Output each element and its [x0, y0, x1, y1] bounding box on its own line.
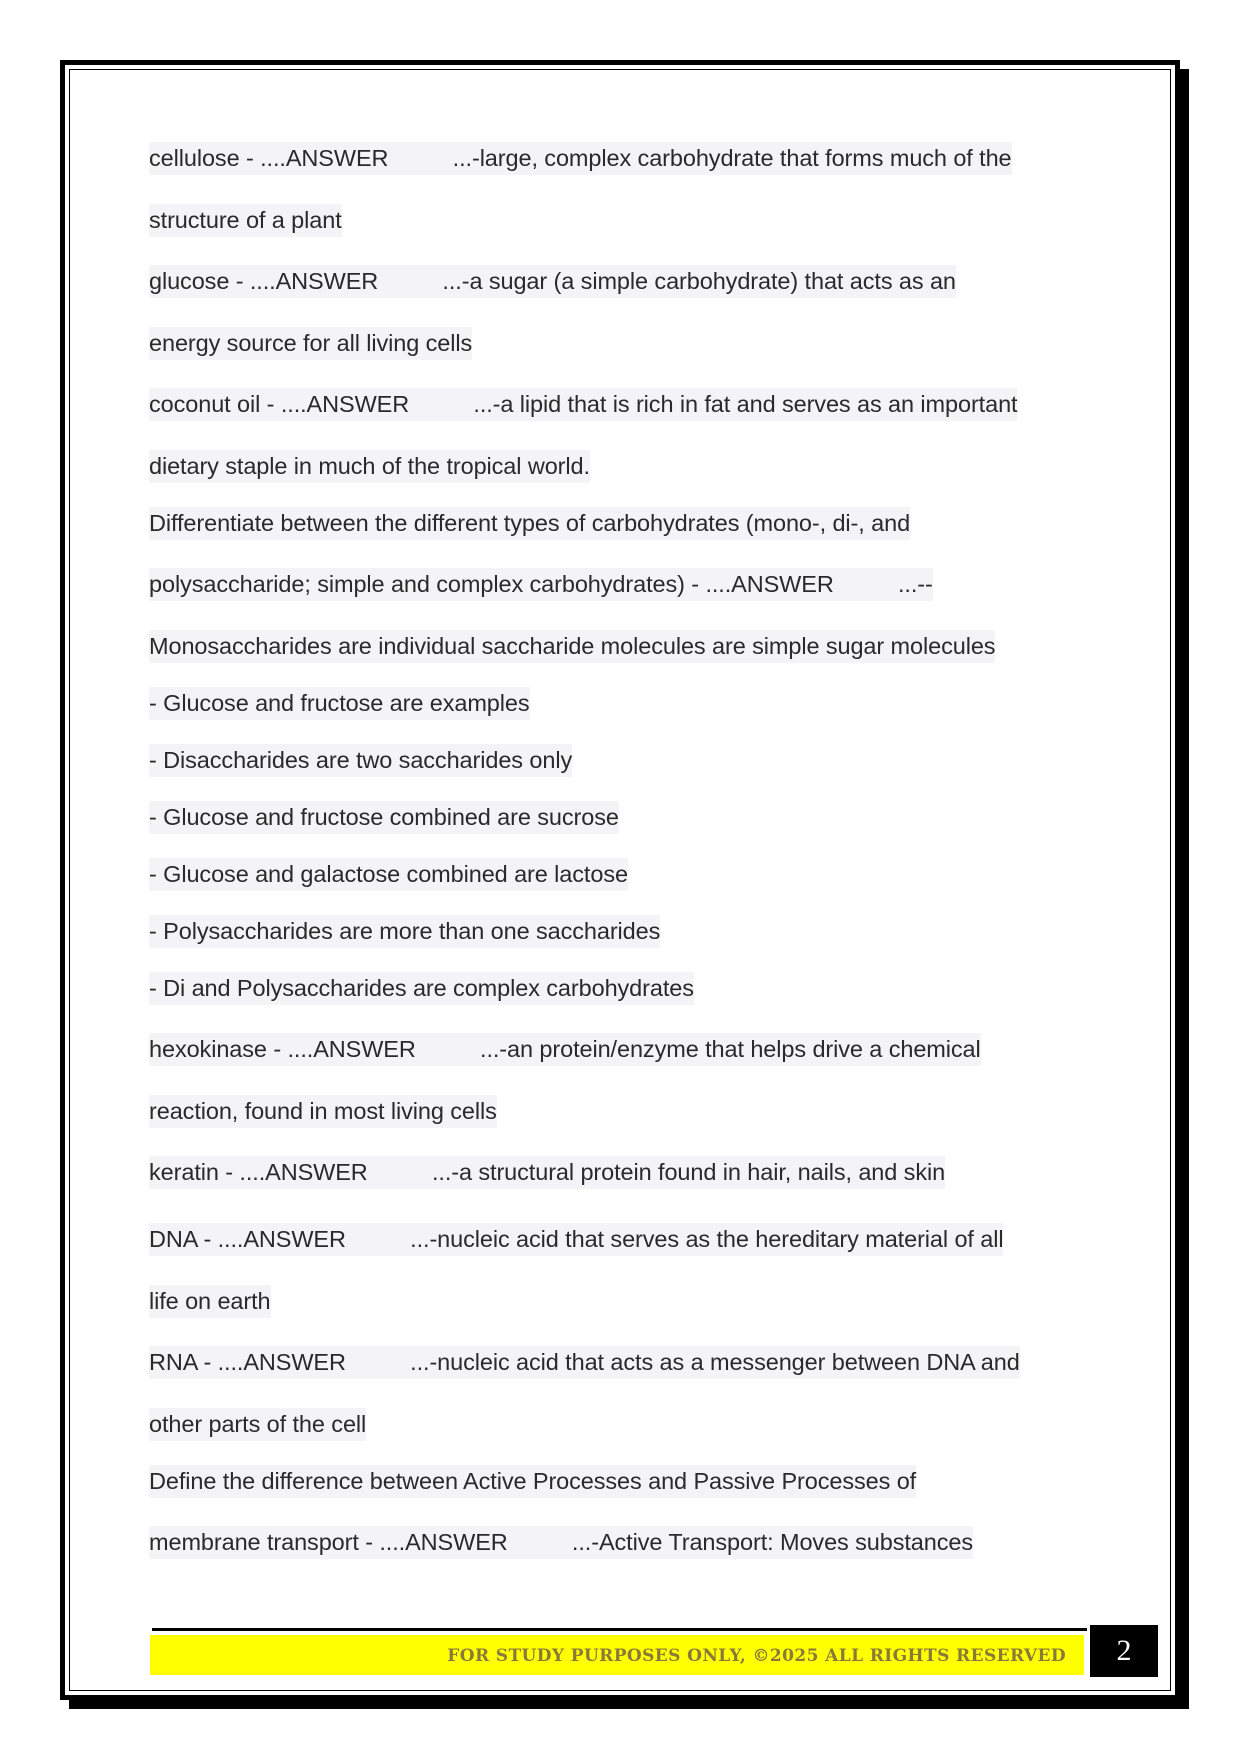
page-number: 2 — [1090, 1625, 1158, 1677]
text-line: cellulose - ....ANSWER ...-large, complex carbohydrate that forms much of the — [149, 145, 1012, 172]
text-line: - Glucose and fructose are examples — [149, 690, 530, 717]
text-line: other parts of the cell — [149, 1411, 366, 1438]
text-line: - Glucose and fructose combined are sucrose — [149, 804, 619, 831]
text-line: life on earth — [149, 1288, 271, 1315]
text-line: RNA - ....ANSWER ...-nucleic acid that acts as a messenger between DNA and — [149, 1349, 1020, 1376]
text-line: glucose - ....ANSWER ...-a sugar (a simple carbohydrate) that acts as an — [149, 268, 956, 295]
text-line: Monosaccharides are individual saccharide molecules are simple sugar molecules — [149, 633, 995, 660]
text-line: DNA - ....ANSWER ...-nucleic acid that serves as the hereditary material of all — [149, 1226, 1003, 1253]
text-line: Differentiate between the different types of carbohydrates (mono-, di-, and — [149, 510, 910, 537]
text-line: - Di and Polysaccharides are complex carbohydrates — [149, 975, 694, 1002]
text-line: membrane transport - ....ANSWER ...-Active Transport: Moves substances — [149, 1529, 973, 1556]
footer-banner — [150, 1635, 1084, 1675]
text-line: - Polysaccharides are more than one saccharides — [149, 918, 660, 945]
text-line: Define the difference between Active Processes and Passive Processes of — [149, 1468, 916, 1495]
footer-copyright-text: FOR STUDY PURPOSES ONLY, ©2025 ALL RIGHTS RESERVED — [447, 1646, 1066, 1666]
text-line: hexokinase - ....ANSWER ...-an protein/enzyme that helps drive a chemical — [149, 1036, 981, 1063]
text-line: - Glucose and galactose combined are lactose — [149, 861, 628, 888]
text-line: reaction, found in most living cells — [149, 1098, 497, 1125]
footer-divider — [152, 1628, 1087, 1631]
text-line: - Disaccharides are two saccharides only — [149, 747, 572, 774]
text-line: keratin - ....ANSWER ...-a structural protein found in hair, nails, and skin — [149, 1159, 945, 1186]
text-line: coconut oil - ....ANSWER ...-a lipid that is rich in fat and serves as an important — [149, 391, 1017, 418]
text-line: structure of a plant — [149, 207, 342, 234]
text-line: dietary staple in much of the tropical world. — [149, 453, 590, 480]
text-line: energy source for all living cells — [149, 330, 472, 357]
text-line: polysaccharide; simple and complex carbohydrates) - ....ANSWER ...-- — [149, 571, 933, 598]
